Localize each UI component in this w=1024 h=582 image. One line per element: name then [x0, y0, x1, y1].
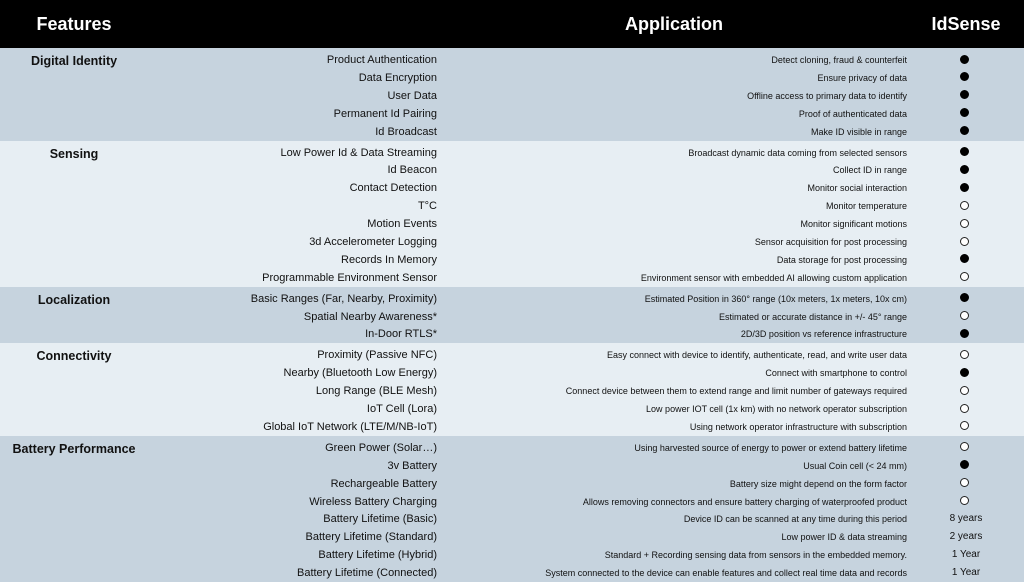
- feature-cell: Rechargeable Battery: [330, 477, 437, 490]
- application-cell: Easy connect with device to identify, authenticate, read, and write user data: [606, 350, 907, 361]
- feature-cell: Permanent Id Pairing: [333, 107, 437, 120]
- feature-cell: Wireless Battery Charging: [309, 495, 437, 508]
- table-row: [0, 69, 1024, 87]
- filled-circle-icon: [960, 460, 969, 469]
- table-row: [0, 564, 1024, 582]
- table-header: [0, 0, 1024, 48]
- feature-cell: Nearby (Bluetooth Low Energy): [283, 367, 437, 380]
- group-title: Sensing: [49, 146, 99, 161]
- table-row: [0, 510, 1024, 528]
- table-row: [0, 546, 1024, 564]
- application-cell: Connect device between them to extend range and limit number of gateways required: [565, 386, 907, 397]
- application-cell: Broadcast dynamic data coming from selected sensors: [688, 147, 907, 158]
- header-application: Application: [625, 14, 723, 34]
- application-cell: Monitor significant motions: [800, 219, 907, 230]
- idsense-value: 2 years: [949, 531, 983, 543]
- idsense-value: 8 years: [949, 513, 983, 525]
- feature-cell: Product Authentication: [326, 54, 437, 66]
- feature-cell: Battery Lifetime (Basic): [323, 513, 437, 526]
- feature-cell: Battery Lifetime (Hybrid): [318, 549, 437, 562]
- application-cell: Proof of authenticated data: [798, 108, 907, 119]
- feature-cell: T°C: [417, 200, 437, 213]
- feature-cell: Basic Ranges (Far, Nearby, Proximity): [250, 292, 437, 305]
- application-cell: 2D/3D position vs reference infrastructure: [740, 329, 907, 340]
- empty-circle-icon: [960, 237, 969, 246]
- idsense-value: 1 Year: [951, 567, 981, 579]
- empty-circle-icon: [960, 478, 969, 487]
- table-row: [0, 382, 1024, 400]
- feature-cell: Battery Lifetime (Standard): [305, 531, 437, 544]
- filled-circle-icon: [960, 254, 969, 263]
- header-idsense: IdSense: [931, 14, 1001, 34]
- application-cell: Low power ID & data streaming: [781, 532, 907, 543]
- filled-circle-icon: [960, 72, 969, 81]
- filled-circle-icon: [960, 126, 969, 135]
- filled-circle-icon: [960, 165, 969, 174]
- table-row: [0, 251, 1024, 269]
- feature-cell: Id Broadcast: [375, 125, 437, 138]
- group-connectivity: [0, 343, 1024, 436]
- table-row: [0, 105, 1024, 123]
- feature-cell: Green Power (Solar…): [325, 441, 437, 454]
- feature-cell: 3v Battery: [387, 459, 437, 472]
- filled-circle-icon: [960, 55, 969, 64]
- feature-cell: 3d Accelerometer Logging: [309, 236, 437, 248]
- group-localization: [0, 287, 1024, 344]
- table-row: [0, 528, 1024, 546]
- feature-cell: Spatial Nearby Awareness*: [303, 310, 437, 323]
- feature-cell: Global IoT Network (LTE/M/NB-IoT): [263, 420, 437, 433]
- empty-circle-icon: [960, 219, 969, 228]
- table-row: [0, 179, 1024, 197]
- feature-cell: In-Door RTLS*: [365, 328, 437, 341]
- feature-cell: Battery Lifetime (Connected): [296, 567, 437, 580]
- filled-circle-icon: [960, 183, 969, 192]
- application-cell: Sensor acquisition for post processing: [754, 237, 907, 247]
- group-title: Digital Identity: [30, 54, 118, 68]
- application-cell: Using network operator infrastructure with subscription: [689, 421, 907, 432]
- feature-cell: Contact Detection: [349, 182, 437, 195]
- feature-cell: Records In Memory: [341, 253, 437, 266]
- table-row: [0, 493, 1024, 511]
- filled-circle-icon: [960, 368, 969, 377]
- application-cell: Ensure privacy of data: [817, 72, 907, 83]
- group-title: Localization: [37, 292, 111, 307]
- application-cell: Battery size might depend on the form factor: [729, 478, 907, 489]
- idsense-value: 1 Year: [951, 549, 981, 561]
- application-cell: Monitor social interaction: [807, 183, 907, 194]
- application-cell: Offline access to primary data to identify: [747, 90, 907, 101]
- filled-circle-icon: [960, 90, 969, 99]
- application-cell: Monitor temperature: [825, 201, 907, 212]
- application-cell: System connected to the device can enable features and collect real time data and records: [545, 568, 907, 579]
- application-cell: Standard + Recording sensing data from sensors in the embedded memory.: [604, 550, 907, 561]
- table-row: [0, 308, 1024, 326]
- empty-circle-icon: [960, 404, 969, 413]
- group-digital-identity: [0, 48, 1024, 141]
- table-row: [0, 439, 1024, 457]
- filled-circle-icon: [960, 108, 969, 117]
- table-row: [0, 457, 1024, 475]
- feature-cell: Motion Events: [367, 218, 437, 231]
- table-row: [0, 325, 1024, 343]
- feature-cell: Proximity (Passive NFC): [317, 349, 437, 362]
- table-row: [0, 144, 1024, 162]
- table-row: [0, 87, 1024, 105]
- table-row: [0, 346, 1024, 364]
- group-sensing: [0, 141, 1024, 287]
- table-row: [0, 418, 1024, 436]
- empty-circle-icon: [960, 201, 969, 210]
- table-row: [0, 51, 1024, 69]
- table-row: [0, 215, 1024, 233]
- empty-circle-icon: [960, 386, 969, 395]
- feature-cell: Programmable Environment Sensor: [262, 271, 437, 284]
- filled-circle-icon: [960, 329, 969, 338]
- feature-cell: Low Power Id & Data Streaming: [280, 146, 437, 159]
- filled-circle-icon: [960, 147, 969, 156]
- filled-circle-icon: [960, 293, 969, 302]
- table-row: [0, 161, 1024, 179]
- table-row: [0, 197, 1024, 215]
- empty-circle-icon: [960, 421, 969, 430]
- feature-cell: Id Beacon: [387, 164, 437, 177]
- feature-cell: Long Range (BLE Mesh): [315, 385, 437, 398]
- table-row: [0, 364, 1024, 382]
- empty-circle-icon: [960, 272, 969, 281]
- application-cell: Connect with smartphone to control: [765, 368, 907, 379]
- group-title: Connectivity: [36, 349, 112, 364]
- feature-cell: IoT Cell (Lora): [366, 403, 437, 416]
- application-cell: Estimated or accurate distance in +/- 45° range: [719, 311, 907, 322]
- table-row: [0, 400, 1024, 418]
- table-row: [0, 290, 1024, 308]
- group-battery-performance: [0, 436, 1024, 582]
- empty-circle-icon: [960, 442, 969, 451]
- group-title: Battery Performance: [12, 441, 136, 456]
- empty-circle-icon: [960, 311, 969, 320]
- application-cell: Using harvested source of energy to power or extend battery lifetime: [634, 442, 907, 453]
- table-row: [0, 475, 1024, 493]
- feature-cell: Data Encryption: [358, 71, 437, 84]
- application-cell: Detect cloning, fraud & counterfeit: [771, 55, 907, 65]
- feature-cell: User Data: [387, 89, 437, 102]
- header-features: Features: [36, 14, 112, 34]
- application-cell: Environment sensor with embedded AI allowing custom application: [640, 272, 907, 283]
- table-row: [0, 269, 1024, 287]
- application-cell: Make ID visible in range: [810, 126, 907, 137]
- application-cell: Device ID can be scanned at any time during this period: [683, 514, 907, 525]
- application-cell: Collect ID in range: [832, 165, 907, 176]
- application-cell: Allows removing connectors and ensure battery charging of waterproofed product: [582, 496, 907, 507]
- table-row: [0, 233, 1024, 251]
- application-cell: Data storage for post processing: [776, 254, 907, 265]
- table-row: [0, 123, 1024, 141]
- application-cell: Estimated Position in 360° range (10x meters, 1x meters, 10x cm): [644, 293, 907, 304]
- empty-circle-icon: [960, 350, 969, 359]
- empty-circle-icon: [960, 496, 969, 505]
- application-cell: Usual Coin cell (< 24 mm): [803, 460, 907, 471]
- application-cell: Low power IOT cell (1x km) with no network operator subscription: [646, 404, 907, 415]
